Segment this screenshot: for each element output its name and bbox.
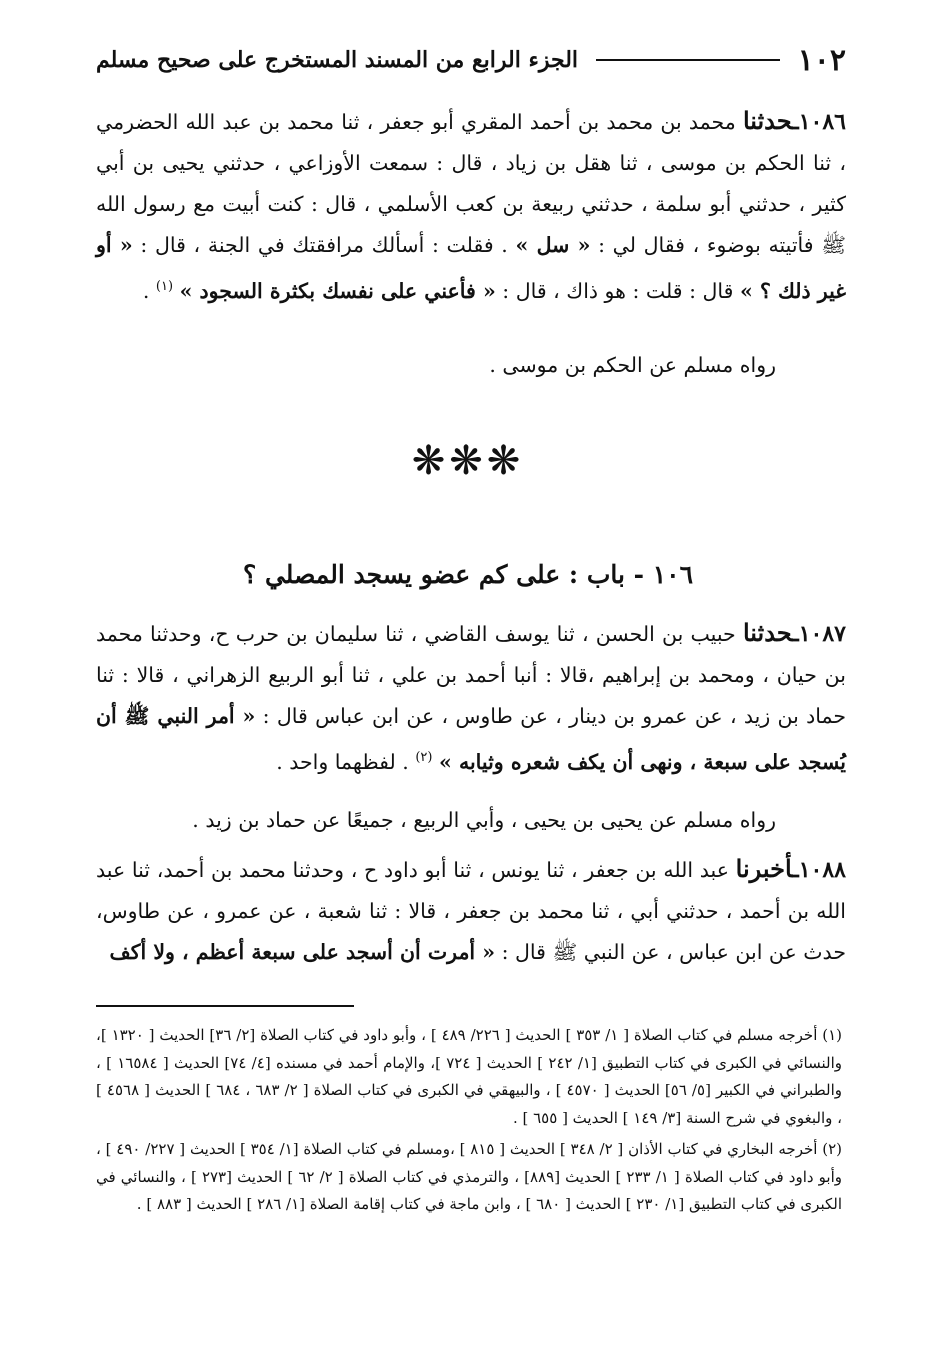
footnote-2: (٢) أخرجه البخاري في كتاب الأذان [ ٢/ ٣٤٨ ] الحديث [ ٨١٥ ] ،ومسلم في كتاب الصلاة [١/ ٣٥٤ ] الحديث [ ٢٢٧/ ٤٩٠ ] ، وأبو داود في كتاب الصلاة [ ١/ ٢٣٣ ] الحديث [٨٨٩] ، والترمذي في كتاب الصلاة [ ٢/ ٦٢ ] الحديث [٢٧٣ ] ، والنسائي في الكبرى في كتاب التطبيق [١/ ٢٣٠ ] الحديث [ ٦٨٠ ] ، وابن ماجة في كتاب إقامة الصلاة [١/ ٢٨٦ ] الحديث [ ٨٨٣ ] . [96,1140,843,1213]
footnote-1: (١) أخرجه مسلم في كتاب الصلاة [ ١/ ٣٥٣ ] الحديث [ ٢٢٦/ ٤٨٩ ] ، وأبو داود في كتاب الصلاة [٢/ ٣٦] الحديث [ ١٣٢٠ ]، والنسائي في الكبرى في كتاب التطبيق [١/ ٢٤٢ ] الحديث [ ٧٢٤ ]، والإمام أحمد في مسنده [٤/ ٧٤] الحديث [ ١٦٥٨٤ ] ، والطبراني في الكبير [٥/ ٥٦] الحديث [ ٤٥٧٠ ] ، والبيهقي في الكبرى في كتاب الصلاة [ ٢/ ٦٨٣ ، ٦٨٤ ] الحديث [ ٤٥٦٨ ] ، والبغوي في شرح السنة [٣/ ١٤٩ ] الحديث [ ٦٥٥ ] . [96,1026,843,1127]
hadith-text: قال : قلت : هو ذاك ، قال : [502,278,734,303]
hadith-text: حبيب بن الحسن ، ثنا يوسف القاضي ، ثنا سليمان بن حرب ح، وحدثنا محمد بن حيان ، ومحمد بن إبراهيم ،قالا : أنبا أحمد بن علي ، ثنا أبو الربيع الزهراني ، قالا : ثنا حماد بن زيد ، عن عمرو بن دينار ، عن طاوس ، عن ابن عباس قال : [96,622,846,728]
page-number: ١٠٢ [797,42,846,78]
header-rule [596,59,780,61]
hadith-text: . فقلت : أسألك مرافقتك في الجنة ، قال : [140,233,508,257]
hadith-number: ١٠٨٧ـ [792,621,846,647]
section-separator: ❋❋❋ [411,438,525,484]
hadith-text: عبد الله بن جعفر ، ثنا يونس ، ثنا أبو داود ح ، وحدثنا محمد بن أحمد، ثنا عبد الله بن أحمد ، حدثني أبي ، ثنا محمد بن جعفر ، قالا : ثنا شعبة ، عن عمرو ، عن طاوس، حدث عن ابن عباس ، عن النبي ﷺ قال : [96,858,846,964]
hadith-end: . لفظهما واحد . [276,749,409,774]
footnotes [96,1022,842,1223]
hadith-1088 [96,848,846,973]
footnote-rule [96,1005,354,1007]
hadith-1087 [96,612,846,783]
hadith-1086 [96,100,846,312]
hadith-text: محمد بن محمد بن أحمد المقري أبو جعفر ، ثنا محمد بن عبد الله الحضرمي ، ثنا الحكم بن موسى ، ثنا هقل بن زياد ، قال : سمعت الأوزاعي ، حدثني يحيى بن أبي كثير ، حدثني أبو سلمة ، حدثني ربيعة بن كعب الأسلمي ، قال : كنت أبيت مع رسول الله ﷺ فأتيته بوضوء ، فقال لي : [96,110,847,257]
riwaya-1087: رواه مسلم عن يحيى بن يحيى ، وأبي الربيع ، جميعًا عن حماد بن زيد . [192,808,776,832]
hadith-lead-word: حدثنا [742,106,793,135]
hadith-end: . [142,278,150,303]
hadith-quote: « أو غير ذلك ؟ » [96,233,846,303]
hadith-quote: « أمر النبي ﷺ أن يُسجد على سبعة ، ونهى أن يكف شعره وثيابه » [96,704,846,774]
footnote-ref: (٢) [415,750,433,765]
riwaya-1086: رواه مسلم عن الحكم بن موسى . [489,353,776,377]
hadith-quote: « سل » [515,233,591,257]
page-header [96,40,846,80]
hadith-quote: « أمرت أن أسجد على سبعة أعظم ، ولا أكف [109,940,496,964]
chapter-title: ١٠٦ - باب : على كم عضو يسجد المصلي ؟ [242,560,694,589]
hadith-lead-word: حدثنا [742,618,793,647]
hadith-lead-word: أخبرنا [735,854,793,883]
hadith-quote: « فأعني على نفسك بكثرة السجود » [179,278,496,303]
running-title: الجزء الرابع من المسند المستخرج على صحيح مسلم [96,47,579,73]
footnote-ref: (١) [155,279,174,294]
hadith-number: ١٠٨٨ـ [792,857,846,883]
hadith-number: ١٠٨٦ـ [792,109,846,135]
